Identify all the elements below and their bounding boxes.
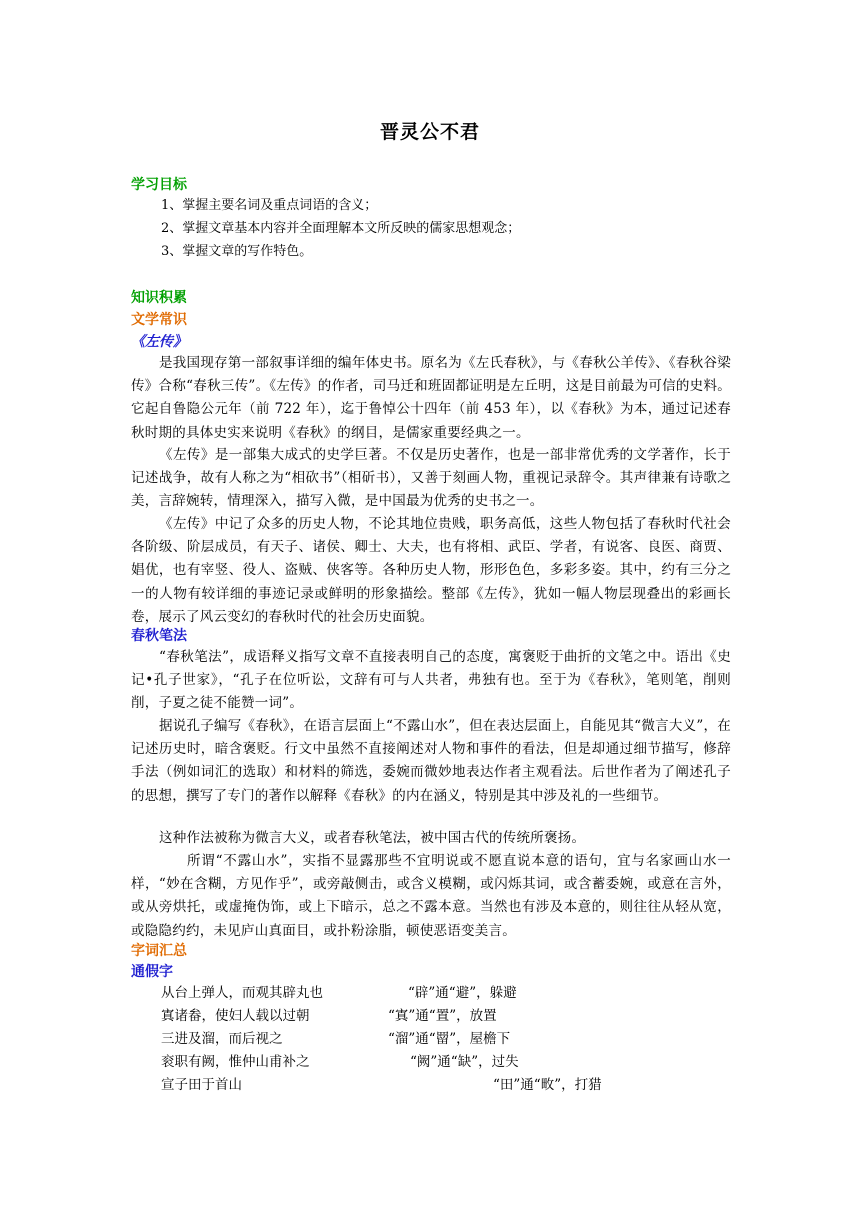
tongjia-note: “辟”通“避”，躲避 — [408, 985, 517, 1001]
learning-goal-item: 2、掌握文章基本内容并全面理解本文所反映的儒家思想观念； — [161, 221, 521, 236]
tongjia-sentence: 从台上弹人，而观其辟丸也 — [161, 985, 323, 1001]
learning-goals-heading: 学习目标 — [131, 177, 187, 193]
tongjia-sentence: 寘诸畚，使妇人载以过朝 — [161, 1008, 310, 1024]
page-title: 晋灵公不君 — [379, 121, 480, 143]
chunqiu-paragraph-3: 这种作法被称为微言大义，或者春秋笔法，被中国古代的传统所褒扬。 — [159, 830, 586, 846]
chunqiu-paragraph-4: 所谓“不露山水”，实指不显露那些不宜明说或不愿直说本意的语句，宜与名家画山水一样，“妙在含糊，方见作乎”，或旁敲侧击，或含义模糊，或闪烁其词，或含蓄委婉，或意在言外，或从旁烘托，或虚掩伪饰，或上下暗示，总之不露本意。当然也有涉及本意的，则往往从轻从宽，或隐隐约约，未见庐山真面目，或扑粉涂脂，顿使恶语变美言。 — [131, 853, 731, 939]
chunqiu-paragraph-1: “春秋笔法”，成语释义指写文章不直接表明自己的态度，寓褒贬于曲折的文笔之中。语出《史记•孔子世家》，“孔子在位听讼，文辞有可与人共者，弗独有也。至于为《春秋》，笔则笔，削则削，子夏之徒不能赞一词”。 — [131, 649, 731, 712]
learning-goal-item: 1、掌握主要名词及重点词语的含义； — [161, 198, 378, 213]
vocab-heading: 字词汇总 — [131, 943, 187, 959]
chunqiu-paragraph-2: 据说孔子编写《春秋》，在语言层面上“不露山水”，但在表达层面上，自能见其“微言大义”，在记述历史时，暗含褒贬。行文中虽然不直接阐述对人物和事件的看法，但是却通过细节描写，修辞手法（例如词汇的选取）和材料的筛选，委婉而微妙地表达作者主观看法。后世作者为了阐述孔子的思想，撰写了专门的著作以解释《春秋》的内在涵义，特别是其中涉及礼的一些细节。 — [131, 718, 731, 804]
tongjia-note: “寘”通“置”，放置 — [388, 1008, 497, 1024]
learning-goal-item: 3、掌握文章的写作特色。 — [161, 244, 313, 259]
zuozhuan-paragraph-1: 是我国现存第一部叙事详细的编年体史书。原名为《左氏春秋》，与《春秋公羊传》、《春秋谷梁传》合称“春秋三传”。《左传》的作者，司马迁和班固都证明是左丘明，这是目前最为可信的史料。它起自鲁隐公元年（前 722 年），迄于鲁悼公十四年（前 453 年），以《春秋》为本，通过记述春秋时期的具体史实来说明《春秋》的纲目，是儒家重要经典之一。 — [131, 355, 731, 441]
tongjia-note: “溜”通“罶”，屋檐下 — [388, 1031, 511, 1047]
tongjia-note: “阙”通“缺”，过失 — [410, 1054, 519, 1070]
tongjia-sentence: 三进及溜，而后视之 — [161, 1031, 283, 1047]
tongjia-sentence: 衮职有阙，惟仲山甫补之 — [161, 1054, 310, 1070]
tongjia-sentence: 宣子田于首山 — [161, 1077, 242, 1093]
zuozhuan-paragraph-2: 《左传》是一部集大成式的史学巨著。不仅是历史著作，也是一部非常优秀的文学著作，长于记述战争，故有人称之为“相砍书”（相斫书），又善于刻画人物，重视记录辞令。其声律兼有诗歌之美，言辞婉转，情理深入，描写入微，是中国最为优秀的史书之一。 — [131, 447, 731, 510]
knowledge-heading: 知识积累 — [131, 290, 187, 306]
tongjia-heading: 通假字 — [131, 964, 173, 980]
chunqiu-heading: 春秋笔法 — [131, 628, 187, 644]
zuozhuan-paragraph-3: 《左传》中记了众多的历史人物，不论其地位贵贱，职务高低，这些人物包括了春秋时代社会各阶级、阶层成员，有天子、诸侯、卿士、大夫，也有将相、武臣、学者，有说客、良医、商贾、娼优，也有宰竖、役人、盗贼、侠客等。各种历史人物，形形色色，多彩多姿。其中，约有三分之一的人物有较详细的事迹记录或鲜明的形象描绘。整部《左传》，犹如一幅人物层现叠出的彩画长卷，展示了风云变幻的春秋时代的社会历史面貌。 — [131, 516, 731, 625]
literature-heading: 文学常识 — [131, 312, 187, 328]
zuozhuan-heading: 《左传》 — [131, 334, 187, 350]
tongjia-note: “田”通“畋”，打猎 — [493, 1077, 602, 1093]
